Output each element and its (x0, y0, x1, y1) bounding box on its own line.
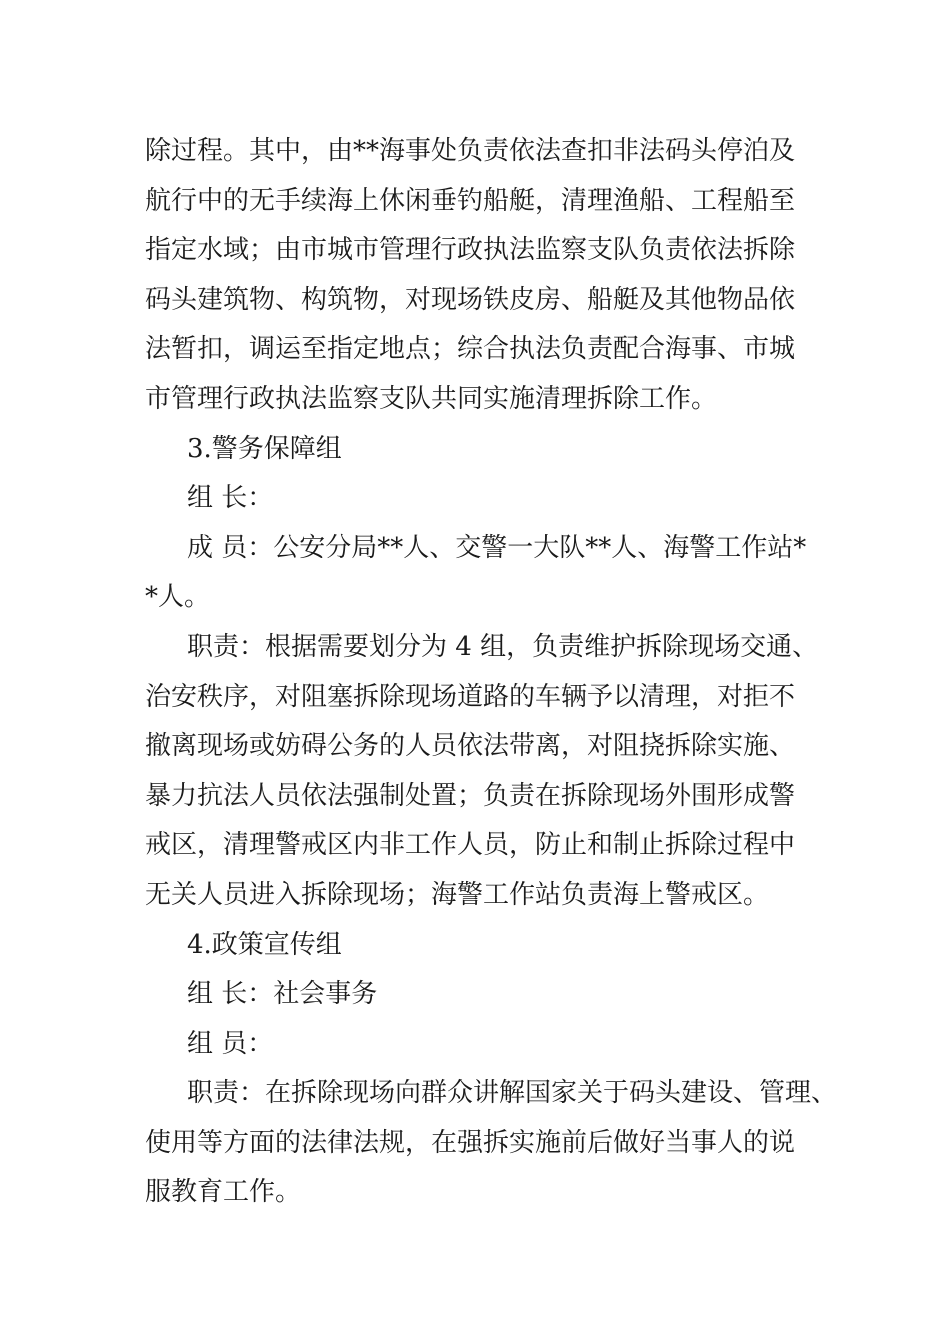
text-line: 码头建筑物、构筑物，对现场铁皮房、船艇及其他物品依 (145, 284, 796, 315)
duties-paragraph-start: 职责：根据需要划分为 4 组，负责维护拆除现场交通、 (187, 631, 819, 662)
group-leader-line: 组 长：社会事务 (187, 979, 378, 1010)
text-line: 戒区，清理警戒区内非工作人员，防止和制止拆除过程中 (145, 830, 796, 861)
section-heading-police-support: 3.警务保障组 (187, 433, 342, 464)
text-line: 使用等方面的法律法规，在强拆实施前后做好当事人的说 (145, 1127, 796, 1158)
group-leader-line: 组 长： (187, 483, 274, 514)
text-line: 指定水域；由市城市管理行政执法监察支队负责依法拆除 (145, 235, 796, 266)
group-members-line: 组 员： (187, 1028, 274, 1059)
text-line: 治安秩序，对阻塞拆除现场道路的车辆予以清理，对拒不 (145, 681, 796, 712)
document-body (145, 127, 838, 1218)
text-line: *人。 (145, 582, 211, 613)
section-heading-policy-publicity: 4.政策宣传组 (187, 929, 342, 960)
text-line: 航行中的无手续海上休闲垂钓船艇，清理渔船、工程船至 (145, 185, 796, 216)
group-members-line: 成 员：公安分局**人、交警一大队**人、海警工作站* (187, 532, 807, 563)
text-line: 撤离现场或妨碍公务的人员依法带离，对阻挠拆除实施、 (145, 731, 796, 762)
text-line: 法暂扣，调运至指定地点；综合执法负责配合海事、市城 (145, 334, 796, 365)
text-line: 无关人员进入拆除现场；海警工作站负责海上警戒区。 (145, 879, 770, 910)
text-line: 暴力抗法人员依法强制处置；负责在拆除现场外围形成警 (145, 780, 796, 811)
text-line: 市管理行政执法监察支队共同实施清理拆除工作。 (145, 383, 718, 414)
text-line: 服教育工作。 (145, 1177, 302, 1208)
duties-paragraph-start: 职责：在拆除现场向群众讲解国家关于码头建设、管理、 (187, 1078, 838, 1109)
text-line: 除过程。其中，由**海事处负责依法查扣非法码头停泊及 (145, 136, 796, 166)
